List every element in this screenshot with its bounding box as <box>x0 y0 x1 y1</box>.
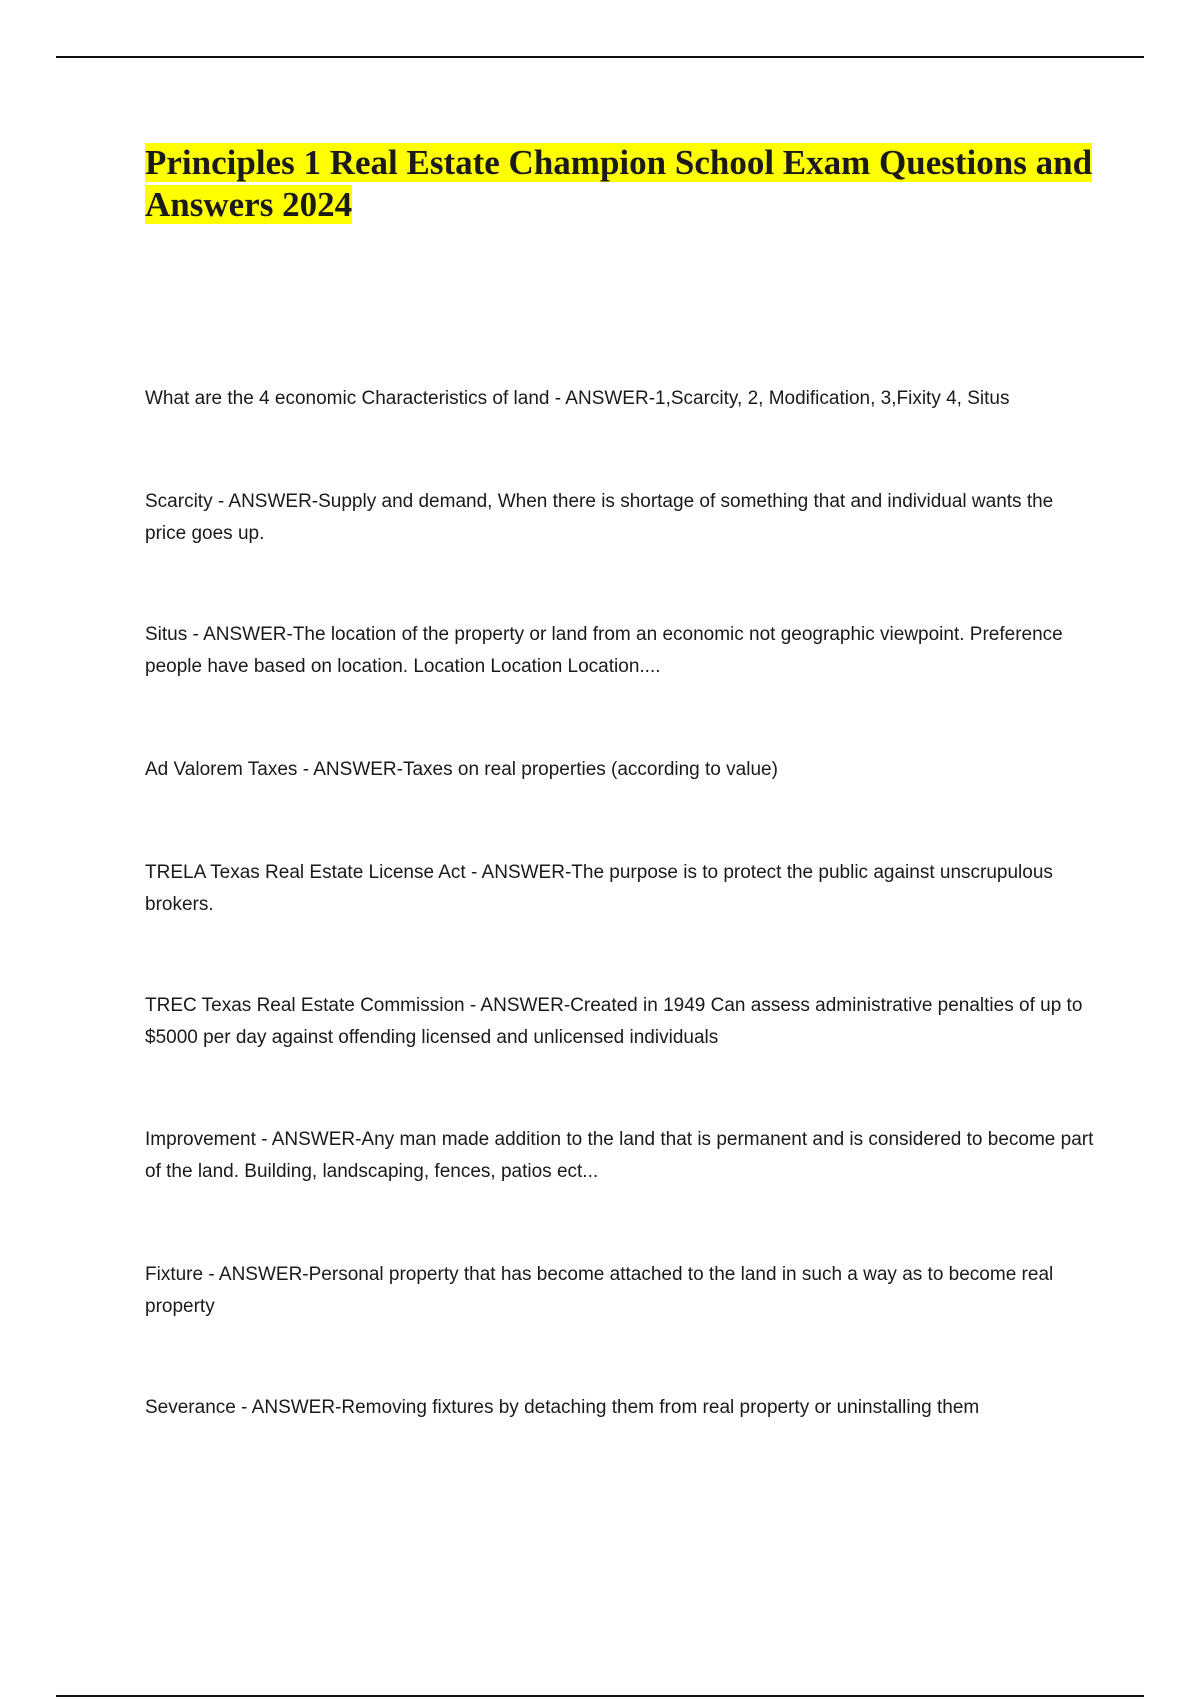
title-block <box>145 142 1105 226</box>
qa-item-scarcity: Scarcity - ANSWER-Supply and demand, When there is shortage of something that and individual wants the price goes up. <box>145 491 1054 544</box>
bottom-rule <box>56 1695 1144 1697</box>
qa-item-ad-valorem-taxes: Ad Valorem Taxes - ANSWER-Taxes on real properties (according to value) <box>145 759 778 780</box>
document-title-highlight: Principles 1 Real Estate Champion School Exam Questions and Answers 2024 <box>145 143 1093 224</box>
qa-item-improvement: Improvement - ANSWER-Any man made addition to the land that is permanent and is considered to become part of the land. Building, landscaping, fences, patios ect... <box>145 1129 1094 1182</box>
qa-item-situs: Situs - ANSWER-The location of the property or land from an economic not geographic viewpoint. Preference people have based on location. Location Location Location.... <box>145 624 1063 677</box>
qa-item-trec: TREC Texas Real Estate Commission - ANSWER-Created in 1949 Can assess administrative penalties of up to $5000 per day against offending licensed and unlicensed individuals <box>145 995 1083 1048</box>
document-title <box>145 142 1105 226</box>
qa-item-severance: Severance - ANSWER-Removing fixtures by detaching them from real property or uninstalling them <box>145 1397 980 1418</box>
qa-item-economic-characteristics: What are the 4 economic Characteristics of land - ANSWER-1,Scarcity, 2, Modification, 3,Fixity 4, Situs <box>145 388 1010 409</box>
qa-item-fixture: Fixture - ANSWER-Personal property that has become attached to the land in such a way as to become real property <box>145 1264 1054 1317</box>
qa-item-trela: TRELA Texas Real Estate License Act - ANSWER-The purpose is to protect the public against unscrupulous brokers. <box>145 862 1053 915</box>
top-rule <box>56 56 1144 58</box>
